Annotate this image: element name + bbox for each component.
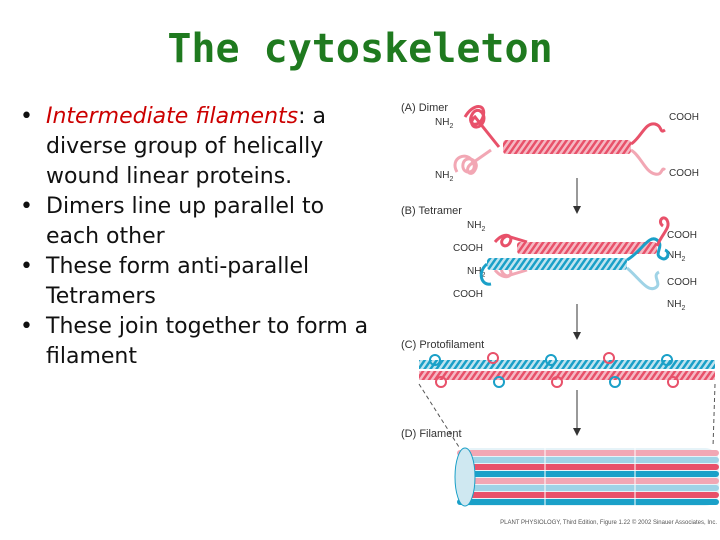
bullet-text: These form anti-parallel Tetramers xyxy=(46,254,310,309)
bullet-dot: • xyxy=(20,314,33,339)
label-dimer: (A) Dimer xyxy=(401,102,449,114)
tetramer-cooh-1: COOH xyxy=(453,243,483,254)
bullet-text: Dimers line up parallel to each other xyxy=(46,194,325,249)
bullet-list xyxy=(18,102,383,372)
dimer-coiled-coil xyxy=(503,140,631,154)
tetramer-nh2-2: $NH_2$ xyxy=(467,266,486,279)
bullet-item xyxy=(18,312,383,372)
tetramer-cooh-3: COOH xyxy=(667,230,697,241)
bullet-dot: • xyxy=(20,104,33,129)
tetramer-nh2-3: $NH_2$ xyxy=(667,250,686,263)
tetramer-nh2-4: $NH_2$ xyxy=(667,299,686,312)
dimer-diagram xyxy=(435,107,699,184)
tetramer-diagram xyxy=(453,218,697,312)
arrow-head-icon xyxy=(573,332,581,340)
bullet-dot: • xyxy=(20,254,33,279)
arrow-head-icon xyxy=(573,428,581,436)
slide-title: The cytoskeleton xyxy=(167,26,553,72)
label-filament: (D) Filament xyxy=(401,428,462,440)
bullet-item xyxy=(18,252,383,312)
bullet-text: : a diverse group of helically wound linear proteins. xyxy=(46,104,327,189)
bullet-item xyxy=(18,192,383,252)
tetramer-cooh-4: COOH xyxy=(667,277,697,288)
bullet-item xyxy=(18,102,383,192)
label-protofilament: (C) Protofilament xyxy=(401,339,485,351)
protofilament-diagram xyxy=(419,353,715,387)
dimer-nh2-bottom: $NH_2$ xyxy=(435,170,454,183)
bullet-term: Intermediate filaments xyxy=(46,104,299,129)
tetramer-nh2-1: $NH_2$ xyxy=(467,220,486,233)
figure-credit: PLANT PHYSIOLOGY, Third Edition, Figure 1.22 © 2002 Sinauer Associates, Inc. xyxy=(500,520,717,526)
arrow-head-icon xyxy=(573,206,581,214)
dimer-cooh-top: COOH xyxy=(669,112,699,123)
bullet-dot: • xyxy=(20,194,33,219)
tetramer-cooh-2: COOH xyxy=(453,289,483,300)
dimer-cooh-bottom: COOH xyxy=(669,168,699,179)
zoom-line-right xyxy=(713,384,715,447)
label-tetramer: (B) Tetramer xyxy=(401,205,462,217)
tetramer-dimer-blue xyxy=(487,258,627,270)
dimer-nh2-top: $NH_2$ xyxy=(435,117,454,130)
filament-diagram xyxy=(455,448,719,506)
intermediate-filament-figure xyxy=(395,92,720,532)
bullet-text: These join together to form a filament xyxy=(46,314,369,369)
